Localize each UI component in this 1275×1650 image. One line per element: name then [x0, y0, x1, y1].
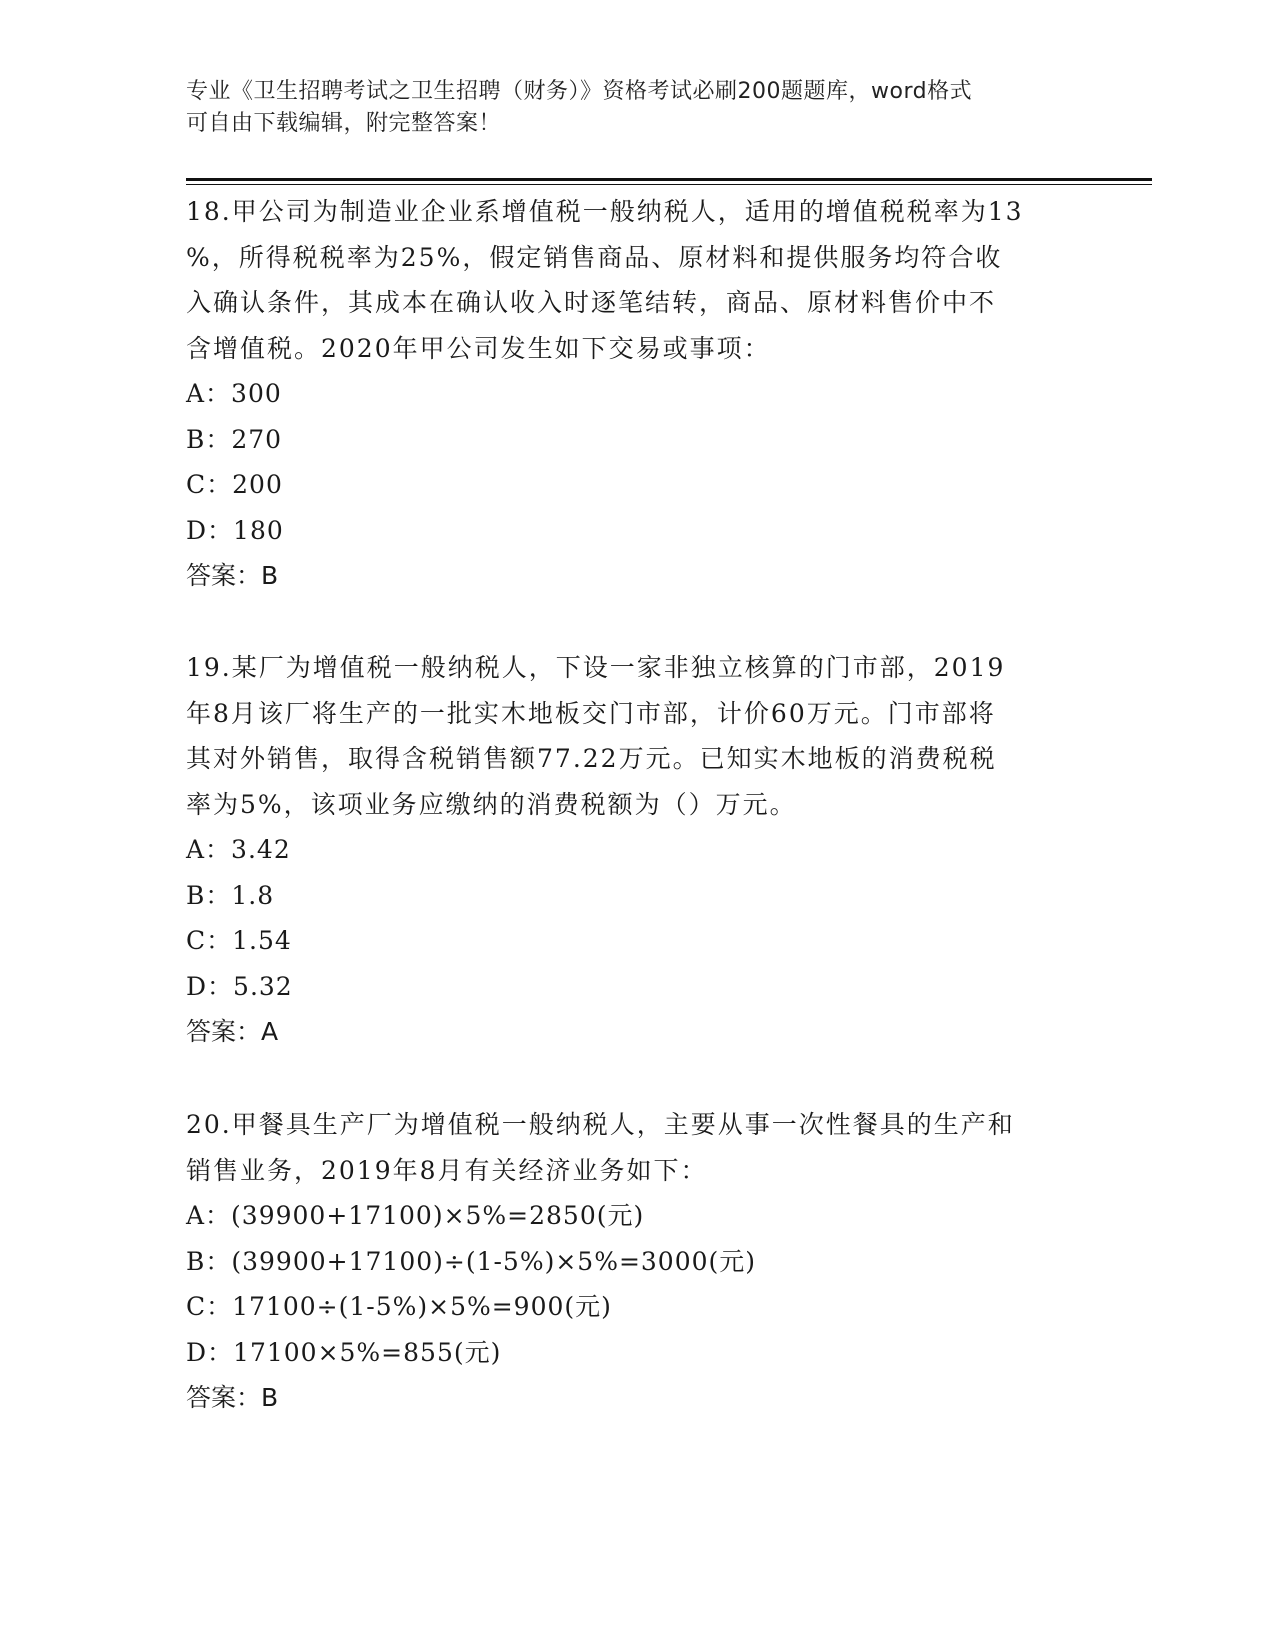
option-a: A：3.42	[186, 835, 291, 864]
question-text-line: 年8月该厂将生产的一批实木地板交门市部，计价60万元。门市部将	[186, 698, 996, 728]
option-c: C：1.54	[186, 926, 292, 955]
question-18	[186, 189, 1086, 599]
option-b: B：270	[186, 424, 283, 454]
document-header	[186, 76, 1066, 140]
answer-label: 答案：B	[186, 561, 279, 590]
question-text-line: 20.甲餐具生产厂为增值税一般纳税人，主要从事一次性餐具的生产和	[186, 1110, 1015, 1139]
question-text-line: %，所得税税率为25%，假定销售商品、原材料和提供服务均符合收	[186, 242, 1003, 272]
option-b: B：(39900+17100)÷(1-5%)×5%=3000(元)	[186, 1246, 757, 1276]
question-text-line: 入确认条件，其成本在确认收入时逐笔结转，商品、原材料售价中不	[186, 288, 997, 317]
question-text-line: 其对外销售，取得含税销售额77.22万元。已知实木地板的消费税税	[186, 744, 997, 773]
header-line-2: 可自由下载编辑，附完整答案！	[186, 111, 502, 136]
header-divider-thick	[186, 178, 1152, 181]
option-b: B：1.8	[186, 880, 275, 910]
question-text-line: 率为5%，该项业务应缴纳的消费税额为（）万元。	[186, 789, 797, 819]
option-c: C：17100÷(1-5%)×5%=900(元)	[186, 1292, 612, 1321]
question-text-line: 含增值税。2020年甲公司发生如下交易或事项：	[186, 333, 771, 363]
option-a: A：(39900+17100)×5%=2850(元)	[186, 1201, 645, 1230]
question-19	[186, 645, 1086, 1055]
header-line-1: 专业《卫生招聘考试之卫生招聘（财务）》资格考试必刷200题题库，word格式	[186, 79, 973, 104]
option-d: D：180	[186, 515, 284, 545]
option-d: D：17100×5%=855(元)	[186, 1337, 502, 1367]
question-20	[186, 1102, 1086, 1421]
question-text-line: 19.某厂为增值税一般纳税人，下设一家非独立核算的门市部，2019	[186, 653, 1006, 682]
question-text-line: 18.甲公司为制造业企业系增值税一般纳税人，适用的增值税税率为13	[186, 197, 1024, 226]
question-text-line: 销售业务，2019年8月有关经济业务如下：	[186, 1155, 708, 1185]
option-d: D：5.32	[186, 971, 293, 1001]
answer-label: 答案：A	[186, 1017, 279, 1046]
header-divider-thin	[186, 184, 1152, 185]
answer-label: 答案：B	[186, 1383, 279, 1412]
option-a: A：300	[186, 379, 282, 408]
option-c: C：200	[186, 470, 283, 499]
